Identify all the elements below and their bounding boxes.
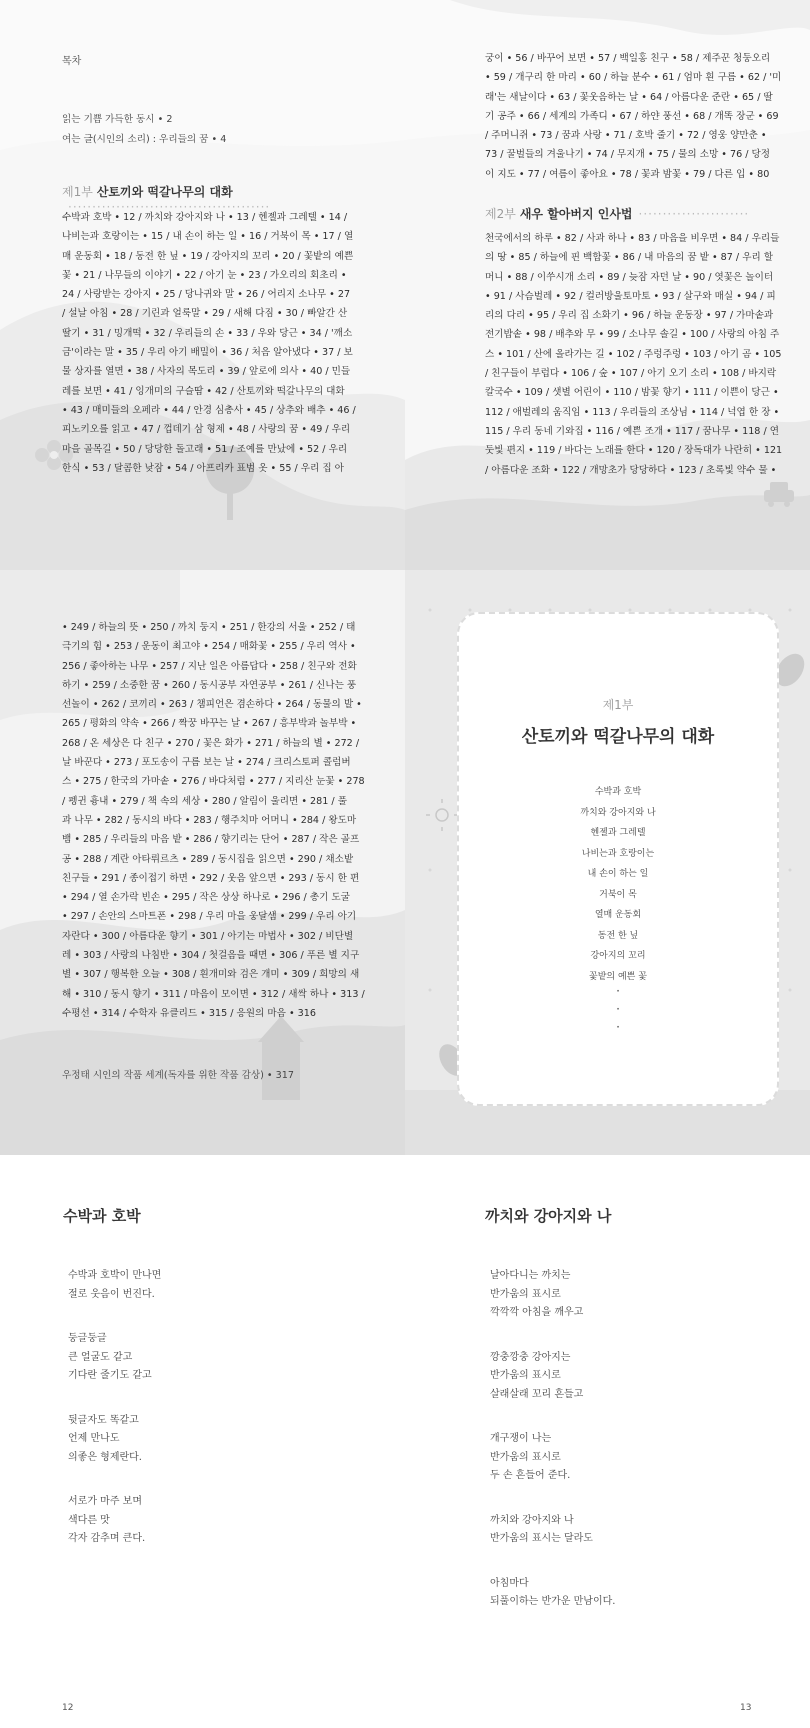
toc-line: 수박과 호박 • 12 / 까치와 강아지와 나 • 13 / 헨젤과 그레텔 • 14 /	[62, 212, 348, 223]
card-poem-item: 강아지의 꼬리	[590, 951, 646, 961]
poem-line: 기다란 줄기도 같고	[68, 1370, 152, 1381]
toc-line: 해 • 310 / 동시 향기 • 311 / 마음이 모이면 • 312 / 새싹 하나 • 313 /	[62, 988, 365, 1000]
card-poem-item: 꽃밭의 예쁜 꽃	[589, 971, 647, 982]
poem-stanza	[490, 1512, 593, 1549]
toc-line: 나비는과 호랑이는 • 15 / 내 손이 하는 일 • 16 / 거북이 목 • 17 / 열	[62, 231, 354, 243]
card-poem-item: 거북이 목	[599, 889, 637, 900]
toc-line: 금'이라는 말 • 35 / 우리 아기 배밀이 • 36 / 처음 알아냈다 • 37 / 보	[62, 347, 353, 359]
toc-line: 112 / 애벌레의 움직임 • 113 / 우리들의 조상님 • 114 / 넉엽 한 장 •	[485, 406, 780, 418]
poem-line: 각자 감추며 큰다.	[68, 1533, 146, 1544]
toc-line: 선놀이 • 262 / 코끼리 • 263 / 챔피언은 겸손하다 • 264 / 동물의 발 •	[62, 699, 362, 711]
card-poem-item: 까치와 강아지와 나	[580, 807, 656, 818]
card-poem-item: 열매 운동회	[594, 910, 642, 920]
toc-line: 뱀 • 285 / 우리들의 마음 밭 • 286 / 향기리는 단어 • 287 / 작은 골프	[62, 834, 360, 846]
part-number: 제2부	[485, 207, 516, 221]
toc-line: 115 / 우리 동네 기와집 • 116 / 예쁜 조개 • 117 / 꿈나무 • 118 / 연	[485, 425, 780, 437]
poem-line: 절로 웃음이 번진다.	[68, 1288, 155, 1300]
poem-line: 수박과 호박이 만나면	[68, 1270, 162, 1281]
card-poem-item: 수박과 호박	[594, 787, 642, 797]
card-part-title: 산토끼와 떡갈나무의 대화	[521, 727, 715, 747]
poem-line: 깡충깡충 강아지는	[490, 1351, 571, 1363]
poem-stanza	[490, 1349, 583, 1405]
poem-line: 깍깍깍 아침을 깨우고	[490, 1307, 584, 1318]
toc-line: 친구들 • 291 / 종이접기 하면 • 292 / 웃음 앞으면 • 293 / 동시 한 편	[62, 872, 360, 884]
poem-stanza	[490, 1575, 615, 1612]
toc-line: 자란다 • 300 / 아름다운 향기 • 301 / 아기는 마법사 • 302 / 비단별	[62, 930, 354, 942]
toc-closing: 우정태 시인의 작품 세계(독자를 위한 작품 감상) • 317	[62, 1070, 294, 1081]
poem-line: 날아다니는 까치는	[490, 1270, 571, 1281]
toc-line: 둣빛 편지 • 119 / 바다는 노래를 한다 • 120 / 장독대가 나란히 • 121	[485, 445, 783, 457]
toc-line: 리의 다리 • 95 / 우리 집 소화기 • 96 / 하늘 운동장 • 97 / 가마솥과	[485, 310, 774, 322]
poem-title-right: 까치와 강아지와 나	[485, 1207, 612, 1225]
poem-spread	[0, 1155, 810, 1728]
poem-line: 둥글둥글	[68, 1333, 107, 1344]
toc-continued-lines	[485, 49, 810, 184]
toc-line: 한식 • 53 / 달콤한 낮잠 • 54 / 아프리카 표범 옷 • 55 / 우리 집 아	[62, 462, 344, 474]
leader-dots: ··········································	[68, 200, 271, 214]
toc-line: 레 • 303 / 사랑의 나침반 • 304 / 첫걸음을 때면 • 306 / 푸른 별 지구	[62, 950, 360, 962]
toc-line: • 91 / 사슴벌레 • 92 / 컬러방울토마토 • 93 / 살구와 매실 • 94 / 피	[485, 290, 776, 302]
part2-heading	[485, 205, 749, 222]
poem-line: 색다른 맛	[68, 1514, 110, 1526]
toc-line: 날 바꾼다 • 273 / 포도송이 구름 보는 날 • 274 / 크리스토퍼 콜럼버	[62, 757, 351, 769]
toc-line: 레를 보면 • 41 / 잉개미의 구슬땀 • 42 / 산토끼와 떡갈나무의 대화	[62, 385, 345, 397]
poem-line: 두 손 흔들어 준다.	[490, 1470, 571, 1481]
toc-line: 래'는 새날이다 • 63 / 꽃웃음하는 날 • 64 / 아름다운 준란 • 65 / 딸	[485, 91, 773, 103]
part-number: 제1부	[62, 185, 93, 199]
toc-line: 머니 • 88 / 이쑤시개 소리 • 89 / 늦잠 자던 날 • 90 / 엿꽃은 놀이터	[485, 271, 774, 283]
poem-line: 뒷글자도 똑같고	[68, 1414, 139, 1426]
poem-line: 서로가 마주 보며	[68, 1496, 142, 1507]
toc-intro-2: 여는 글(시인의 소리) : 우리들의 꿈 • 4	[62, 134, 227, 145]
part-title: 새우 할아버지 인사법	[519, 207, 633, 221]
page-left	[0, 0, 405, 570]
toc-line: / 아름다운 조화 • 122 / 개망초가 당당하다 • 123 / 초록빛 약수 물 •	[485, 464, 777, 476]
card-poem-item: 헨젤과 그레텔	[590, 828, 646, 838]
toc-line: 스 • 101 / 산에 올라가는 길 • 102 / 주렁주렁 • 103 / 아기 곰 • 105	[485, 348, 782, 360]
poem-line: 언제 만나도	[68, 1433, 120, 1444]
toc-header: 목차	[62, 56, 82, 67]
toc-line: 공 • 288 / 계란 아타뤼르츠 • 289 / 동시집을 읽으면 • 290 / 채소밭	[62, 853, 354, 865]
toc-line: 스 • 275 / 한국의 가마솥 • 276 / 바다처럼 • 277 / 지리산 눈꽃 • 278	[62, 776, 365, 788]
toc-line: 수평선 • 314 / 수학자 유클리드 • 315 / 응원의 마음 • 316	[62, 1007, 316, 1019]
card-poem-list	[459, 782, 777, 987]
page-number-left: 12	[62, 1703, 74, 1713]
toc-line: 기 공주 • 66 / 세계의 가족디 • 67 / 하얀 풍선 • 68 / 개똑 장군 • 69	[485, 110, 779, 122]
toc-line: • 59 / 개구리 한 마리 • 60 / 하늘 분수 • 61 / 엄마 흰 구름 • 62 / '미	[485, 72, 782, 84]
toc-line: / 펭귄 흉내 • 279 / 책 속의 세상 • 280 / 알림이 울리면 • 281 / 풀	[62, 795, 347, 807]
toc-line: 꽃 • 21 / 나무들의 이야기 • 22 / 아기 눈 • 23 / 가오리의 회초리 •	[62, 269, 347, 281]
page-number-right: 13	[740, 1703, 752, 1713]
card-poem-item: 내 손이 하는 일	[587, 869, 649, 879]
part1-toc-lines	[62, 208, 407, 478]
toc-line: • 249 / 하늘의 뜻 • 250 / 까치 둥지 • 251 / 한강의 서울 • 252 / 태	[62, 622, 356, 633]
toc-line: 268 / 온 세상은 다 친구 • 270 / 꽃은 화가 • 271 / 하늘의 별 • 272 /	[62, 737, 360, 749]
poem-line: 까치와 강아지와 나	[490, 1514, 574, 1526]
poem-line: 되풀이하는 반가운 만남이다.	[490, 1596, 616, 1607]
poem-line: 개구쟁이 나는	[490, 1433, 552, 1444]
part-title: 산토끼와 떡갈나무의 대화	[96, 185, 233, 199]
toc-line: 칼국수 • 109 / 샛별 어린이 • 110 / 밤꽃 향기 • 111 / 이쁜이 당근 •	[485, 387, 779, 399]
toc-line: • 294 / 열 손가락 빈손 • 295 / 작은 상상 하나로 • 296 / 총기 도굴	[62, 892, 350, 904]
toc-line: 매 운동회 • 18 / 동전 한 닢 • 19 / 강아지의 꼬리 • 20 / 꽃밭의 예쁜	[62, 250, 354, 262]
toc-line: 천국에서의 하루 • 82 / 사과 하나 • 83 / 마음을 비우면 • 84 / 우리들	[485, 233, 780, 244]
toc-line: 극기의 힘 • 253 / 운동이 최고야 • 254 / 매화꽃 • 255 / 우리 역사 •	[62, 641, 356, 653]
poem-stanza	[68, 1267, 161, 1304]
poem-stanza	[490, 1430, 570, 1486]
toc-line: 하기 • 259 / 소중한 꿈 • 260 / 동시공부 자연공부 • 261 / 신나는 풍	[62, 679, 357, 691]
poem-stanza	[68, 1412, 142, 1468]
toc-line: 과 나무 • 282 / 동시의 바다 • 283 / 행주치마 어머니 • 284 / 왕도마	[62, 814, 357, 826]
toc-line: 피노키오를 읽고 • 47 / 껍데기 삼 형제 • 48 / 사랑의 꿈 • 49 / 우리	[62, 424, 351, 436]
card-ellipsis: · · ·	[616, 984, 620, 1034]
poem-line: 큰 얼굴도 같고	[68, 1351, 133, 1363]
toc-line: 의 땅 • 85 / 하늘에 핀 백합꽃 • 86 / 내 마음의 꿈 밭 • 87 / 우리 할	[485, 252, 774, 264]
toc-line: 마을 골목길 • 50 / 당당한 돌고래 • 51 / 조예를 만났에 • 52 / 우리	[62, 443, 348, 455]
toc-line: 265 / 평화의 약속 • 266 / 짝꿍 바꾸는 날 • 267 / 흥부박과 놀부박 •	[62, 718, 357, 730]
toc-line: 73 / 꿀벌들의 겨울나기 • 74 / 무지개 • 75 / 물의 소망 • 76 / 당정	[485, 149, 771, 161]
poem-line: 반가움의 표시로	[490, 1288, 561, 1300]
toc-line: 24 / 사랑받는 강아지 • 25 / 당나귀와 말 • 26 / 어리지 소나무 • 27	[62, 289, 351, 301]
part-title-card	[457, 612, 779, 1106]
toc-spread-1	[0, 0, 810, 570]
toc-line: 256 / 좋아하는 나무 • 257 / 지난 일은 아름답다 • 258 / 친구와 전화	[62, 660, 357, 672]
part-toc-lines	[62, 618, 407, 1023]
toc-line: • 43 / 매미들의 오페라 • 44 / 안경 심총사 • 45 / 상추와 배추 • 46 /	[62, 404, 356, 416]
toc-intro-1: 읽는 기쁨 가득한 동시 • 2	[62, 114, 173, 125]
card-poem-item: 나비는과 호랑이는	[581, 848, 655, 859]
poem-line: 반가움의 표시는 달라도	[490, 1533, 593, 1544]
card-part-number: 제1부	[602, 698, 634, 712]
toc-line: 궁이 • 56 / 바꾸어 보면 • 57 / 백일홍 친구 • 58 / 제주꾼 청둥오리	[485, 53, 771, 64]
toc-line: / 주머니쥐 • 73 / 꿈과 사랑 • 71 / 호박 줄기 • 72 / 영웅 양만춘 •	[485, 130, 767, 142]
toc-line: 전기밥솥 • 98 / 배추와 무 • 99 / 소나무 솔길 • 100 / 사랑의 아침 주	[485, 329, 780, 341]
poem-line: 반가움의 표시로	[490, 1370, 561, 1381]
poem-title-left: 수박과 호박	[63, 1207, 141, 1225]
poem-stanza	[490, 1267, 583, 1323]
poem-line: 의좋은 형제란다.	[68, 1451, 142, 1463]
toc-line: / 설날 아침 • 28 / 기린과 얼룩말 • 29 / 새해 다짐 • 30 / 빠알간 산	[62, 308, 348, 320]
poem-line: 아침마다	[490, 1577, 529, 1589]
poem-stanza	[68, 1493, 145, 1549]
toc-line: 이 지도 • 77 / 여름이 좋아요 • 78 / 꽃과 밤꽃 • 79 / 다른 입 • 80	[485, 168, 770, 180]
toc-line: 물 상자를 열면 • 38 / 사자의 목도리 • 39 / 앞로에 의사 • 40 / 민들	[62, 366, 351, 378]
leader-dots: ·······················	[638, 207, 750, 221]
poem-stanza	[68, 1330, 152, 1386]
poem-line: 반가움의 표시로	[490, 1451, 561, 1463]
page-right	[405, 0, 810, 570]
card-poem-item: 동전 한 닢	[597, 930, 639, 941]
part2-toc-lines	[485, 229, 810, 480]
toc-line: 별 • 307 / 행복한 오늘 • 308 / 흰개미와 검은 개미 • 309 / 희망의 새	[62, 969, 360, 981]
toc-line: • 297 / 손안의 스마트폰 • 298 / 우리 마을 웅달샘 • 299 / 우리 아기	[62, 911, 357, 923]
poem-line: 살래살래 꼬리 흔들고	[490, 1388, 584, 1400]
toc-line: / 친구들이 부럽다 • 106 / 숲 • 107 / 아기 오기 소리 • 108 / 바지락	[485, 368, 777, 380]
toc-line: 딸기 • 31 / 밍개떡 • 32 / 우리들의 손 • 33 / 우와 당근 • 34 / '깨소	[62, 327, 353, 339]
page-left	[0, 570, 405, 1155]
